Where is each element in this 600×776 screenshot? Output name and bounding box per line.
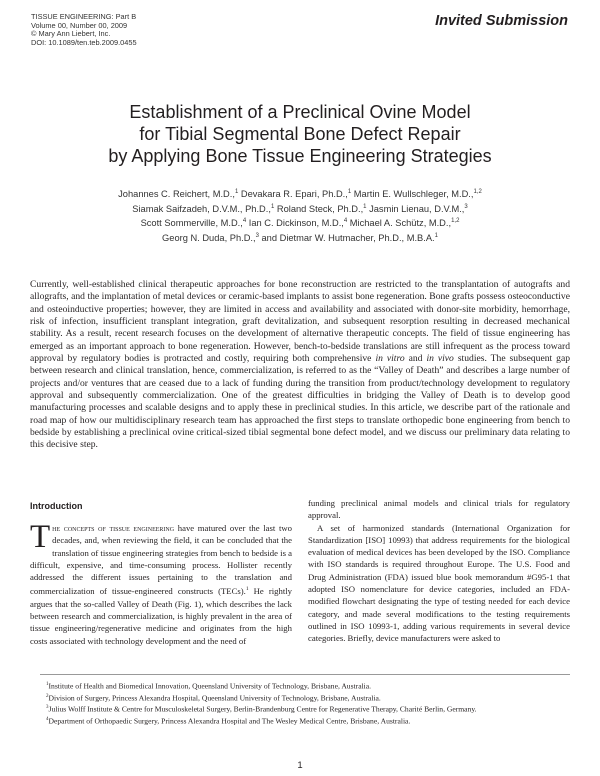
body-text: He rightly argues that the so-called Valley of Death (Fig. 1), which describes the lack between research and commercialization, is highly prevalent in the area of tissue engineering/regenerative medicine and originates from the high costs associated with technology development and the need of <box>30 586 293 646</box>
abstract-text: in vitro <box>375 353 405 365</box>
author-name: Jasmin Lienau, D.V.M., <box>369 203 465 214</box>
footnote-text: Julius Wolff Institute & Centre for Musculoskeletal Surgery, Berlin-Brandenburg Centre for Regenerative Therapy, Charité Berlin, Germany. <box>48 704 477 714</box>
title-line: by Applying Bone Tissue Engineering Strategies <box>108 146 492 166</box>
footnote-mark: 3 <box>46 705 49 711</box>
author-name: Martin E. Wullschleger, M.D., <box>353 189 474 200</box>
author-line <box>80 215 520 230</box>
page-number: 1 <box>297 760 303 771</box>
section-heading: Introduction <box>30 501 83 511</box>
body-text: funding preclinical animal models and clinical trials for regulatory approval. <box>308 498 570 521</box>
journal-line: DOI: 10.1089/ten.teb.2009.0455 <box>31 37 137 47</box>
author-name: Roland Steck, Ph.D., <box>276 203 364 214</box>
author-line <box>80 201 520 216</box>
footnote-text: Department of Orthopaedic Surgery, Princess Alexandra Hospital and The Wesley Medical Centre, Brisbane, Australia. <box>48 716 411 726</box>
footnote-mark: 2 <box>46 693 49 699</box>
author-name: Georg N. Duda, Ph.D., <box>162 232 256 243</box>
left-column <box>30 497 292 647</box>
affiliation-mark: 4 <box>343 218 348 224</box>
author-name: Devakara R. Epari, Ph.D., <box>240 189 348 200</box>
abstract-text: Currently, well-established clinical therapeutic approaches for bone reconstruction are restricted to the transplantation of autografts and allografts, and the implantation of metal devices or ceramic-based implants to assist bone regeneration. Bone grafts possess osteoconductive and osteoinductive properties; however, they are limited in access and availability and associated with donor-site morbidity, hemorrhage, risk of infection, insufficient transplant integration, graft devitalization, and subsequent resorption resulting in decreased mechanical stability. As a result, recent research focuses on the development of alternative therapeutic concepts. The field of tissue engineering has emerged as an important approach to bone regeneration. However, bench-to-bedside translations are still infrequent as the process toward approval by regulatory bodies is protracted and costly, requiring both comprehensive <box>30 279 570 365</box>
affiliation-mark: 3 <box>255 232 259 239</box>
footnote-text: Institute of Health and Biomedical Innovation, Queensland University of Technology, Brisbane, Australia. <box>48 681 372 691</box>
footnote <box>40 680 570 692</box>
drop-cap: T <box>30 519 51 555</box>
author-name: Siamak Saifzadeh, D.V.M., Ph.D., <box>132 203 271 214</box>
reference-mark: 1 <box>245 586 249 593</box>
abstract <box>30 279 570 452</box>
journal-line: TISSUE ENGINEERING: Part B <box>31 12 137 21</box>
journal-line: © Mary Ann Liebert, Inc. <box>31 29 111 39</box>
affiliation-mark: 1 <box>434 232 438 239</box>
author-name: Johannes C. Reichert, M.D., <box>118 189 235 200</box>
affiliation-mark: 1 <box>234 189 239 195</box>
author-name: Michael A. Schütz, M.D., <box>349 218 452 229</box>
author-line <box>80 230 520 245</box>
body-text: A set of harmonized standards (International Organization for Standardization [ISO] 10993) that address requirements for the biological evaluation of medical devices has been developed by the ISO. Compliance with ISO standards is required throughout Europe. The U.S. Food and Drug Administration (FDA) issued blue book memorandum #G95-1 that adopted ISO nomenclature for device categories, included an FDA-modified flowchart designating the type of testing needed for each device category, and made several modifications to the testing requirements outlined in ISO 10993-1, adding various requirements in several device categories. Briefly, device manufacturers were asked to <box>308 522 570 644</box>
abstract-text: studies. The subsequent gap between research and clinical translation, hence, commercialization, is referred to as the “Valley of Death” and describes a large number of projects and/or ventures that are ceased due to a lack of funding during the transition from product/technology development to regulatory approval and subsequently commercialization. One of the greatest difficulties in bridging the Valley of Death is to develop good manufacturing processes and scalable designs and to apply these in preclinical studies. In this article, we describe part of the rationale and road map of how our multidisciplinary research team has approached the first steps to translate orthopedic bone engineering from bench to bedside by establishing a preclinical ovine critical-sized tibial segmental bone defect model, and we discuss our preliminary data relating to this decisive step. <box>30 353 571 451</box>
footnotes <box>40 680 570 726</box>
right-column <box>308 497 570 645</box>
lead-in: he concepts of tissue engineering <box>52 523 175 533</box>
journal-line: Volume 00, Number 00, 2009 <box>31 20 128 30</box>
affiliation-mark: 1,2 <box>473 189 482 195</box>
abstract-text: and <box>404 353 427 365</box>
affiliation-mark: 1 <box>363 203 367 210</box>
author-line <box>80 186 520 201</box>
footnote-mark: 1 <box>46 682 49 687</box>
abstract-text: in vivo <box>426 353 454 365</box>
footnote <box>40 692 570 704</box>
section-label: Invited Submission <box>435 13 568 29</box>
affiliation-mark: 3 <box>464 203 468 210</box>
affiliation-mark: 4 <box>242 218 247 224</box>
paper-title <box>60 101 540 167</box>
author-name: and Dietmar W. Hutmacher, Ph.D., M.B.A. <box>261 232 435 243</box>
footnote-text: Division of Surgery, Princess Alexandra Hospital, Queensland University of Technology, Brisbane, Australia. <box>48 693 381 703</box>
footnote <box>40 715 570 727</box>
author-name: Scott Sommerville, M.D., <box>140 218 243 229</box>
affiliation-mark: 1 <box>347 189 352 195</box>
title-line: Establishment of a Preclinical Ovine Model <box>129 102 471 122</box>
author-name: Ian C. Dickinson, M.D., <box>248 218 344 229</box>
journal-info <box>31 13 137 47</box>
footnote <box>40 703 570 715</box>
title-line: for Tibial Segmental Bone Defect Repair <box>139 124 461 144</box>
author-list <box>80 186 520 244</box>
affiliation-mark: 1,2 <box>451 218 460 224</box>
footnote-mark: 4 <box>46 716 49 722</box>
affiliation-mark: 1 <box>270 203 275 210</box>
footnote-divider <box>40 674 570 675</box>
body-text: have matured over the last two decades, and, when reviewing the field, it can be concluded that the translation of tissue engineering strategies from bench to bedside is a difficult, expensive, and time-consuming process. Hollister recently addressed the different issues pertaining to the translation and commercialization of tissue-engineered constructs (TECs). <box>30 523 292 597</box>
